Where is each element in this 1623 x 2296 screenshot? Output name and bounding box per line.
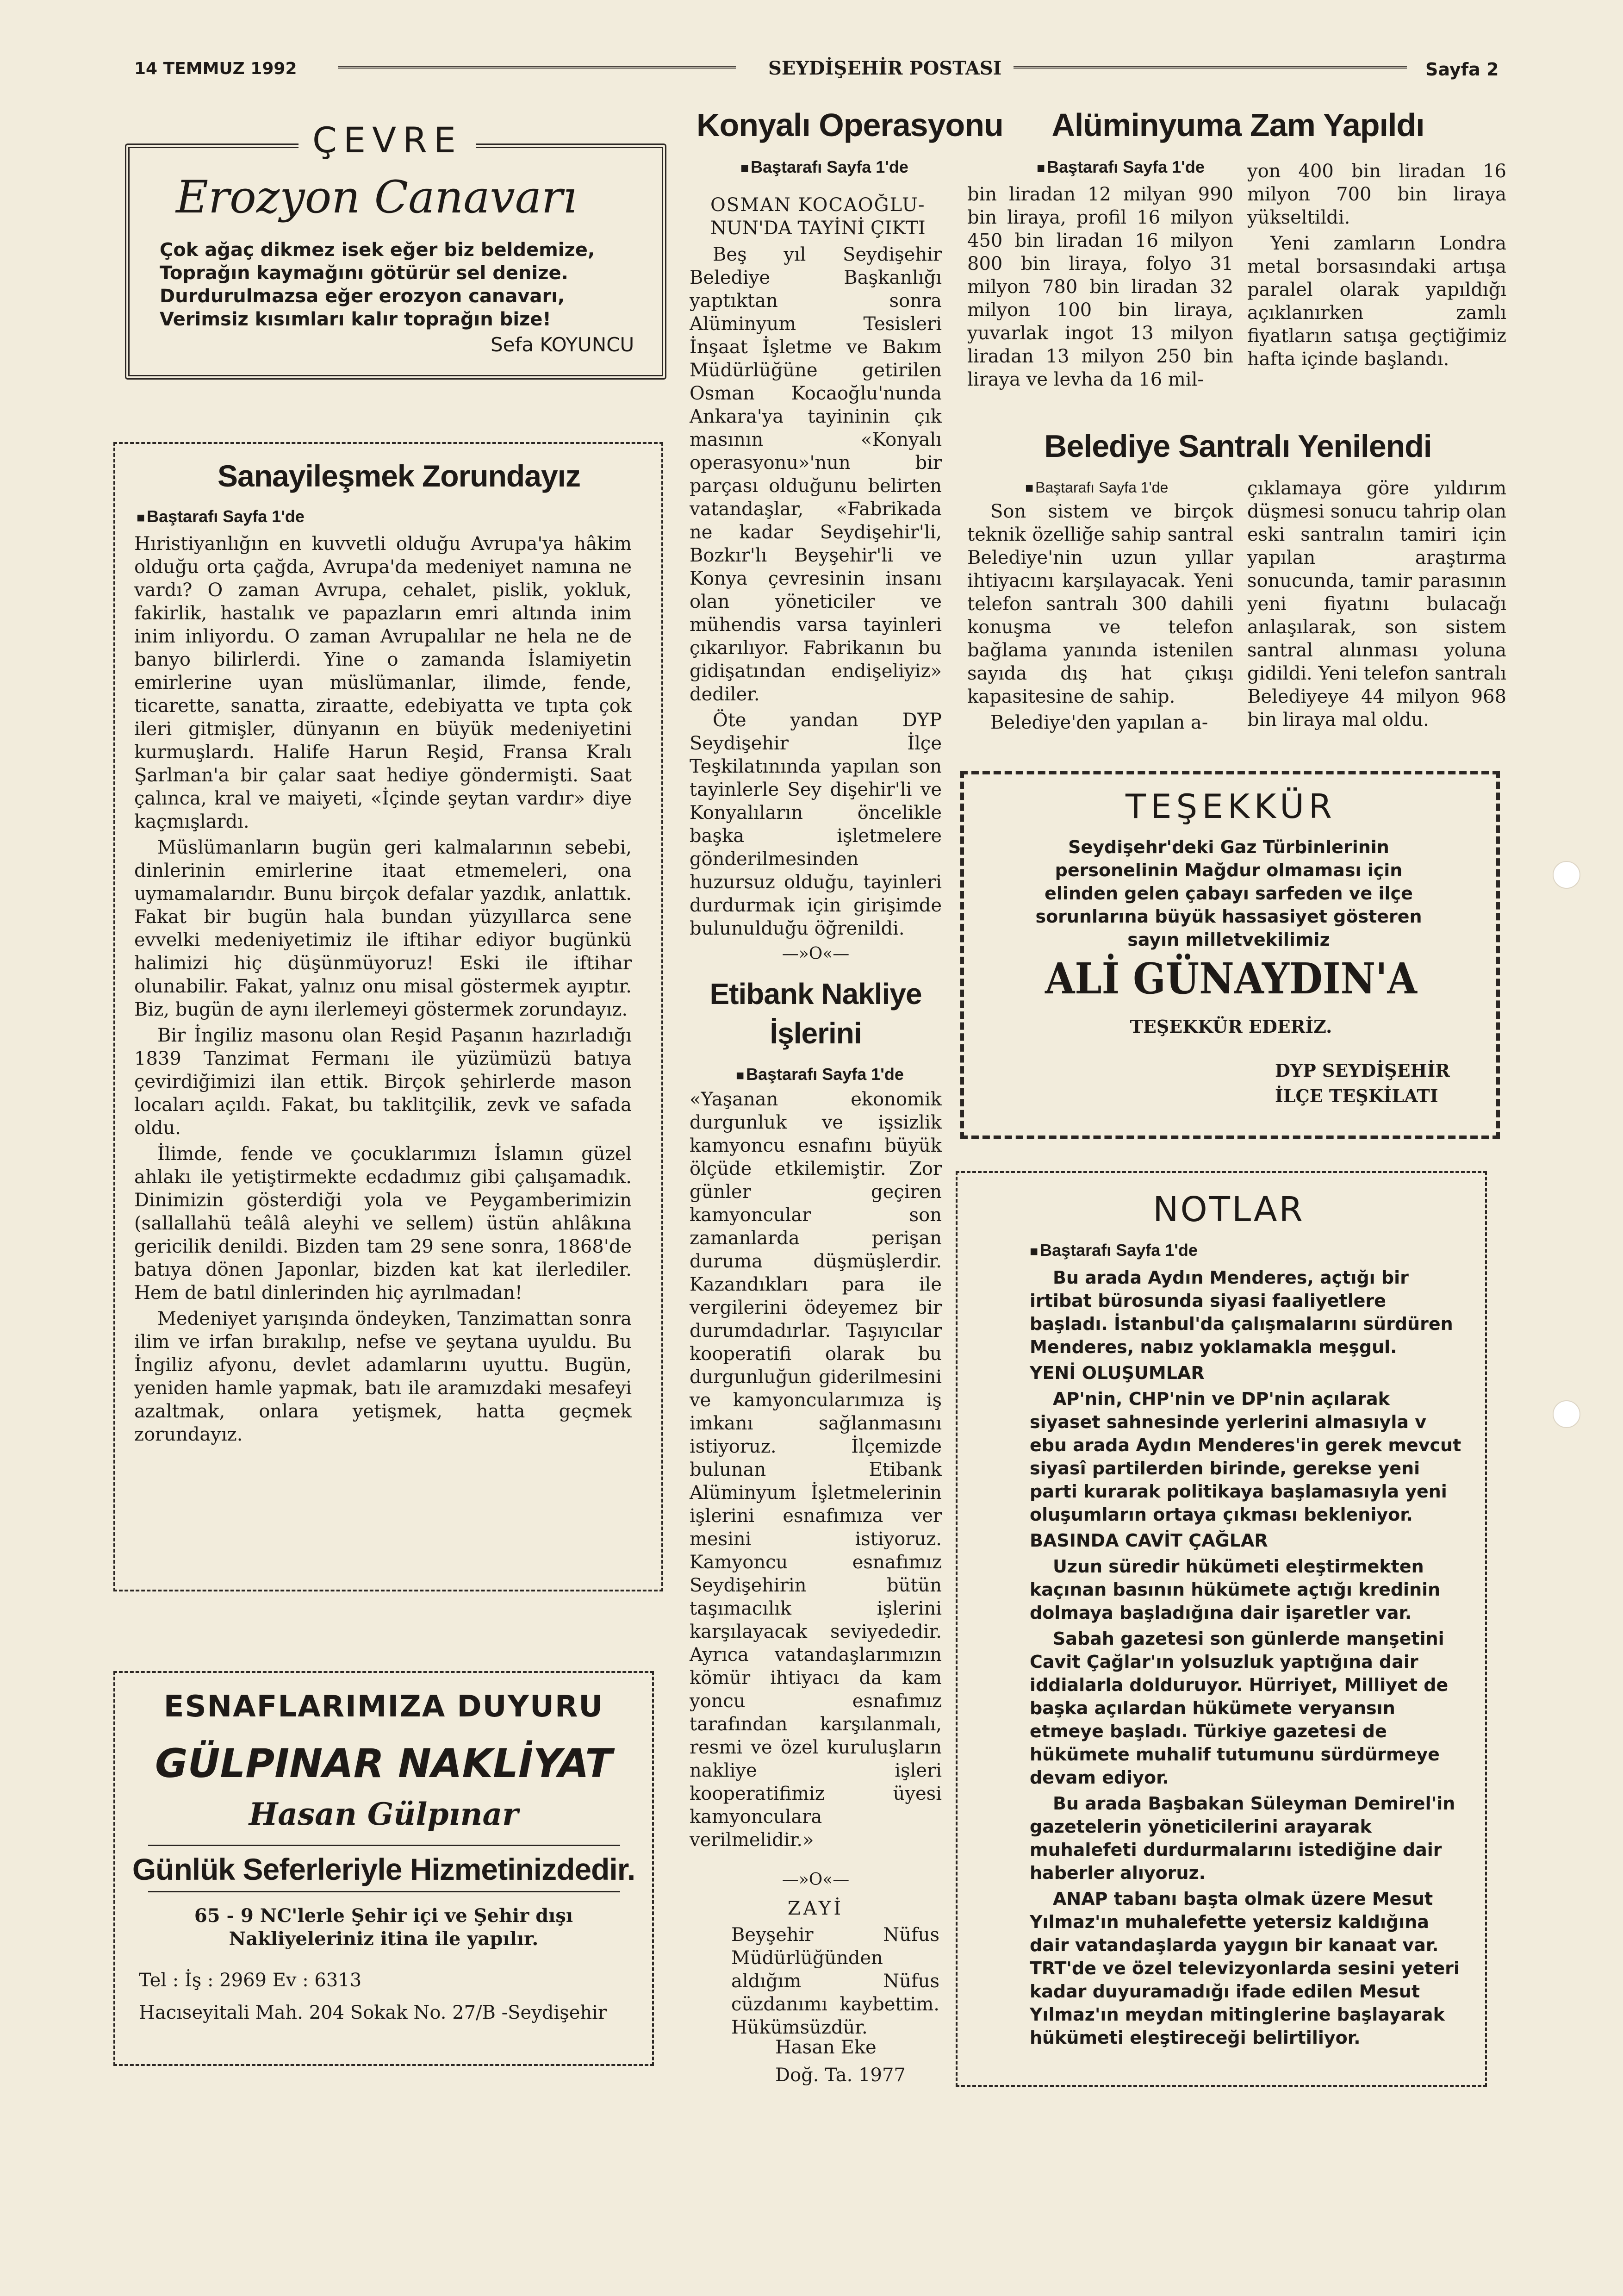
paragraph: bin liradan 12 milyan 990 bin liraya, profil 16 milyon 450 bin liradan 16 milyon 800 bin liraya, folyo 31 milyon 780 bin liradan 32 milyon 100 bin liraya, yuvarlak ingot 13 milyon liradan 13 milyon 250 bin liraya ve levha da 16 mil- (967, 184, 1233, 390)
konyali-title: Konyalı Operasyonu (696, 107, 1003, 143)
paragraph: AP'nin, CHP'nin ve DP'nin açılarak siyaset sahnesinde yerlerini almasıyla v ebu arada Aydın Menderes'in gerek mevcut siyasî partilerden birinde, gerekse yeni parti kurarak politikaya başlamasıyla yeni oluşumların ortaya çıkması bekleniyor. (1030, 1389, 1461, 1525)
tesekkur-sign-2: İLÇE TEŞKİLATI (1275, 1086, 1438, 1106)
esnaf-address: Hacıseyitali Mah. 204 Sokak No. 27/B -Seydişehir (139, 2002, 607, 2023)
poem-line: Toprağın kaymağını götürür sel denize. (160, 262, 568, 284)
konyali-kicker: ■ Baştarafı Sayfa 1'de (740, 157, 908, 177)
cevre-poem (160, 238, 595, 331)
paragraph: Sabah gazetesi son günlerde manşetini Cavit Çağlar'ın yolsuzluk yaptığına dair iddialarla dolduruyor. Hürriyet, Milliyet de başka açılardan hükümete veryansın etmeye başladı. Türkiye gazetesi de hükümete muhalif tutumunu sürdürmeye devam ediyor. (1030, 1628, 1449, 1788)
zayi-birth: Doğ. Ta. 1977 (775, 2065, 906, 2086)
konyali-body (690, 243, 942, 943)
zayi-title: ZAYİ (787, 1898, 844, 1919)
header-page-number: Sayfa 2 (1425, 59, 1499, 80)
header-rule-left (338, 66, 736, 69)
etibank-body (690, 1088, 942, 1854)
belediye-col-2 (1247, 477, 1506, 734)
subheading: BASINDA CAVİT ÇAĞLAR (1030, 1530, 1268, 1551)
belediye-title: Belediye Santralı Yenilendi (1044, 429, 1432, 464)
esnaf-desc-1: 65 - 9 NC'lerle Şehir içi ve Şehir dışı (194, 1905, 573, 1927)
header-paper-name: SEYDİŞEHİR POSTASI (768, 57, 1002, 79)
esnaf-tel: Tel : İş : 2969 Ev : 6313 (139, 1970, 362, 1991)
paragraph: yon 400 bin liradan 16 milyon 700 bin liraya yükseltildi. (1247, 161, 1506, 228)
aluminyum-title: Alüminyuma Zam Yapıldı (1051, 107, 1424, 143)
paragraph: Beyşehir Nüfus Müdürlüğünden aldığım Nüfus cüzdanımı kaybettim. Hükümsüzdür. (731, 1924, 939, 2038)
esnaf-heading: ESNAFLARIMIZA DUYURU (163, 1690, 604, 1724)
tesekkur-sign-1: DYP SEYDİŞEHİR (1275, 1060, 1450, 1081)
paragraph: ANAP tabanı başta olmak üzere Mesut Yılmaz'ın muhalefette yetersiz kaldığına dair vatandaşlarda yaygın bir kanaat var. TRT'de ve özel televizyonlarda sesini yeteri kadar duyuramadığı ifade edilen Mesut Yılmaz'ın meydan mitinglerine başlayarak hükümeti eleştireceği belirtiliyor. (1030, 1889, 1460, 2048)
paragraph: çıklamaya göre yıldırım düşmesi sonucu tahrip olan eski santralın tamiri için yapılan araştırma sonucunda, tamir parasının yeni fiyatını bulacağı anlaşılarak, son sistem santral alınması yoluna gidildi. Yeni telefon santralı Belediyeye 44 milyon 968 bin liraya mal oldu. (1247, 478, 1506, 730)
esnaf-desc-2: Nakliyeleriniz itina ile yapılır. (229, 1928, 539, 1950)
header-rule-right (1014, 66, 1407, 69)
etibank-title-2: İşlerini (770, 1017, 862, 1050)
binder-hole (1553, 861, 1580, 889)
konyali-separator: —»O«— (782, 944, 850, 963)
zayi-name: Hasan Eke (775, 2037, 877, 2058)
etibank-separator: —»O«— (782, 1870, 850, 1889)
esnaf-rule-2 (148, 1891, 620, 1892)
zayi-body (731, 1923, 939, 2042)
konyali-sub-1: OSMAN KOCAOĞLU- (710, 194, 926, 216)
paragraph: Bir İngiliz masonu olan Reşid Paşanın hazırladığı 1839 Tanzimat Fermanı ile yüzümüzü batıya çevirdiğimizi ilan ettik. Birçok şehirlerde mason locaları açıldı. Fakat, bu taklitçilik, zevk ve safada oldu. (134, 1025, 632, 1139)
tesekkur-thanks: TEŞEKKÜR EDERİZ. (1130, 1016, 1332, 1037)
aluminyum-col-1 (967, 183, 1233, 394)
esnaf-rule (148, 1845, 620, 1846)
paragraph: Yeni zamların Londra metal borsasındaki artışa paralel olarak yapıldığı açıklanırken zamlı fiyatların satışa geçtiğimiz hafta içinde başlandı. (1247, 233, 1506, 370)
paragraph: Son sistem ve birçok teknik özelliğe sahip santral Belediye'nin uzun yıllar ihtiyacını karşılayacak. Yeni telefon santralı 300 dahili konuşma ve telefon bağlama yanında istenilen sayıda dış hat çıkışı kapasitesine de sahip. (967, 501, 1233, 707)
paragraph: Belediye'den yapılan a- (990, 712, 1208, 733)
esnaf-owner: Hasan Gülpınar (249, 1796, 519, 1832)
binder-hole (1553, 1400, 1580, 1428)
cevre-title: Erozyon Canavarı (176, 171, 577, 223)
paragraph: Hıristiyanlığın en kuvvetli olduğu Avrupa'ya hâkim olduğu orta çağda, Avrupa'da medeniyet namına ne vardı? O zaman Avrupa, cehalet, pislik, yokluk, fakirlik, hastalık ve papazların emri altında inim inim inliyordu. O zaman Avrupalılar ne hela ne de banyo bilirlerdi. Yine o zamanda İslamiyetin emirlerine uyan müslümanlar, ilimde, fende, ticarette, sanatta, ziraatte, edebiyatta ve tıpta çok ileri gitmişler, dünyanın en büyük medeniyetini kurmuşlardı. Halife Harun Reşid, Fransa Kralı Şarlman'a bir çalar saat hediye göndermişti. Saat çalınca, kral ve maiyeti, «İçinde şeytan vardır» diye kaçmışlardı. (134, 533, 632, 832)
sanayi-kicker: ■ Baştarafı Sayfa 1'de (137, 507, 305, 526)
paragraph: Bu arada Başbakan Süleyman Demirel'in gazetelerin yöneticilerini arayarak muhalefeti durdurmalarını istediğine dair haberler alıyoruz. (1030, 1793, 1455, 1883)
notlar-kicker: ■ Baştarafı Sayfa 1'de (1030, 1241, 1198, 1260)
esnaf-slogan: Günlük Seferleriyle Hizmetinizdedir. (132, 1852, 635, 1886)
poem-line: Çok ağaç dikmez isek eğer biz beldemize, (160, 239, 595, 261)
belediye-col-1 (967, 500, 1233, 737)
etibank-title-1: Etibank Nakliye (709, 977, 922, 1011)
konyali-sub-2: NUN'DA TAYİNİ ÇIKTI (710, 218, 926, 239)
paragraph: Bu arada Aydın Menderes, açtığı bir irtibat bürosunda siyasi faaliyetlere başladı. İstanbul'da çalışmalarını sürdüren Menderes, nabız yoklamakla meşgul. (1030, 1267, 1453, 1357)
sanayi-body (134, 532, 632, 1449)
poem-line: Durdurulmazsa eğer erozyon canavarı, (160, 286, 565, 307)
paragraph: Uzun süredir hükümeti eleştirmekten kaçınan basının hükümete açtığı kredinin dolmaya başladığına dair işaretler var. (1030, 1556, 1441, 1623)
sanayi-title: Sanayileşmek Zorundayız (218, 459, 580, 493)
header-date: 14 TEMMUZ 1992 (134, 59, 297, 78)
aluminyum-col-2 (1247, 160, 1506, 374)
tesekkur-name: ALİ GÜNAYDIN'A (1045, 954, 1417, 1004)
esnaf-company: GÜLPINAR NAKLİYAT (155, 1741, 612, 1787)
paragraph: Müslümanların bugün geri kalmalarının sebebi, dinlerinin emirlerine itaat etmemeleri, ona uymamalarıdır. Bunu birçok defalar yazdık, anlattık. Fakat bir bugün hala bundan yüzyıllarca sene evvelki medeniyetimiz ile iftihar ediyor bugünkü halimizi hiç düşünmüyoruz! Eski ile iftihar olunabilir. Fakat, yalnız onu misal göstermek ayıptır. Biz, bugün de aynı ilerlemeyi göstermek zorundayız. (134, 837, 632, 1020)
paragraph: Beş yıl Seydişehir Belediye Başkanlığı yaptıktan sonra Alüminyum Tesisleri İnşaat İşletme ve Bakım Müdürlüğüne getirilen Osman Kocaoğlu'nunda Ankara'ya tayininin çık masının «Konyalı operasyonu»'nun bir parçası olduğunu belirten vatandaşlar, «Fabrikada ne kadar Seydişehir'li, Bozkır'lı Beyşehir'li ve Konya çevresinin insanı olan yöneticiler ve mühendis varsa tayinleri çıkarılıyor. Fabrikanın bu gidişatından endişeliyiz» dediler. (690, 244, 942, 705)
paragraph: Öte yandan DYP Seydişehir İlçe Teşkilatınında yapılan son tayinlerle Sey dişehir'li ve Konyalıların öncelikle başka işletmelere gönderilmesinden huzursuz olduğu, tayinleri durdurmak için girişimde bulunulduğu öğrenildi. (690, 710, 942, 939)
tesekkur-title: TEŞEKKÜR (1126, 787, 1337, 826)
notlar-title: NOTLAR (1153, 1190, 1305, 1229)
tesekkur-text: Seydişehr'deki Gaz Türbinlerinin personelinin Mağdur olmaması için elinden gelen çabayı sarfeden ve ilçe sorunlarına büyük hassasiyet gösteren sayın milletvekilimiz (1035, 837, 1422, 950)
notlar-body (1030, 1266, 1465, 2052)
aluminyum-kicker: ■ Baştarafı Sayfa 1'de (1037, 157, 1205, 177)
etibank-kicker: ■ Baştarafı Sayfa 1'de (736, 1065, 904, 1084)
poem-line: Verimsiz kısımları kalır toprağın bize! (160, 309, 551, 330)
belediye-kicker: ■ Baştarafı Sayfa 1'de (1025, 479, 1168, 496)
paragraph: Medeniyet yarışında öndeyken, Tanzimattan sonra ilim ve irfan bırakılıp, nefse ve şeytana uyuldu. Bu İngiliz afyonu, devlet adamlarını uyuttu. Bugün, yeniden hamle yapmak, batı ile aramızdaki mesafeyi azaltmak, onlara yetişmek, hatta geçmek zorundayız. (134, 1308, 632, 1445)
paragraph: «Yaşanan ekonomik durgunluk ve işsizlik kamyoncu esnafını büyük ölçüde etkilemiştir. Zor günler geçiren kamyoncular son zamanlarda perişan duruma düşmüşlerdir. Kazandıkları para ile vergilerini ödeyemez bir durumdadırlar. Taşıyıcılar kooperatifi olarak bu durgunluğun giderilmesini ve kamyoncularımıza iş imkanı sağlanmasını istiyoruz. İlçemizde bulunan Etibank Alüminyum İşletmelerinin işlerini esnafımıza ver mesini istiyoruz. Kamyoncu esnafımız Seydişehirin bütün taşımacılık işlerini karşılayacak seviyededir. Ayrıca vatandaşlarımızın kömür ihtiyacı da kam yoncu esnafımız tarafından karşılanmalı, resmi ve özel kuruluşların nakliye işleri kooperatifimiz üyesi kamyonculara verilmelidir.» (690, 1089, 942, 1851)
cevre-author: Sefa KOYUNCU (491, 333, 634, 356)
subheading: YENİ OLUŞUMLAR (1030, 1363, 1205, 1383)
paragraph: İlimde, fende ve çocuklarımızı İslamın güzel ahlakı ile yetiştirmekte ecdadımız gibi çalışamadık. Dinimizin gösterdiği yola ve Peygamberimizin (sallallahü teâlâ aleyhi ve sellem) üstün ahlâkına gericilik denildi. Bizden tam 29 sene sonra, 1868'de batıya dönen Japonlar, bizden kat kat ilerlediler. Hem de batıl dinlerinden hiç ayrılmadan! (134, 1143, 632, 1304)
cevre-label: ÇEVRE (298, 119, 476, 161)
